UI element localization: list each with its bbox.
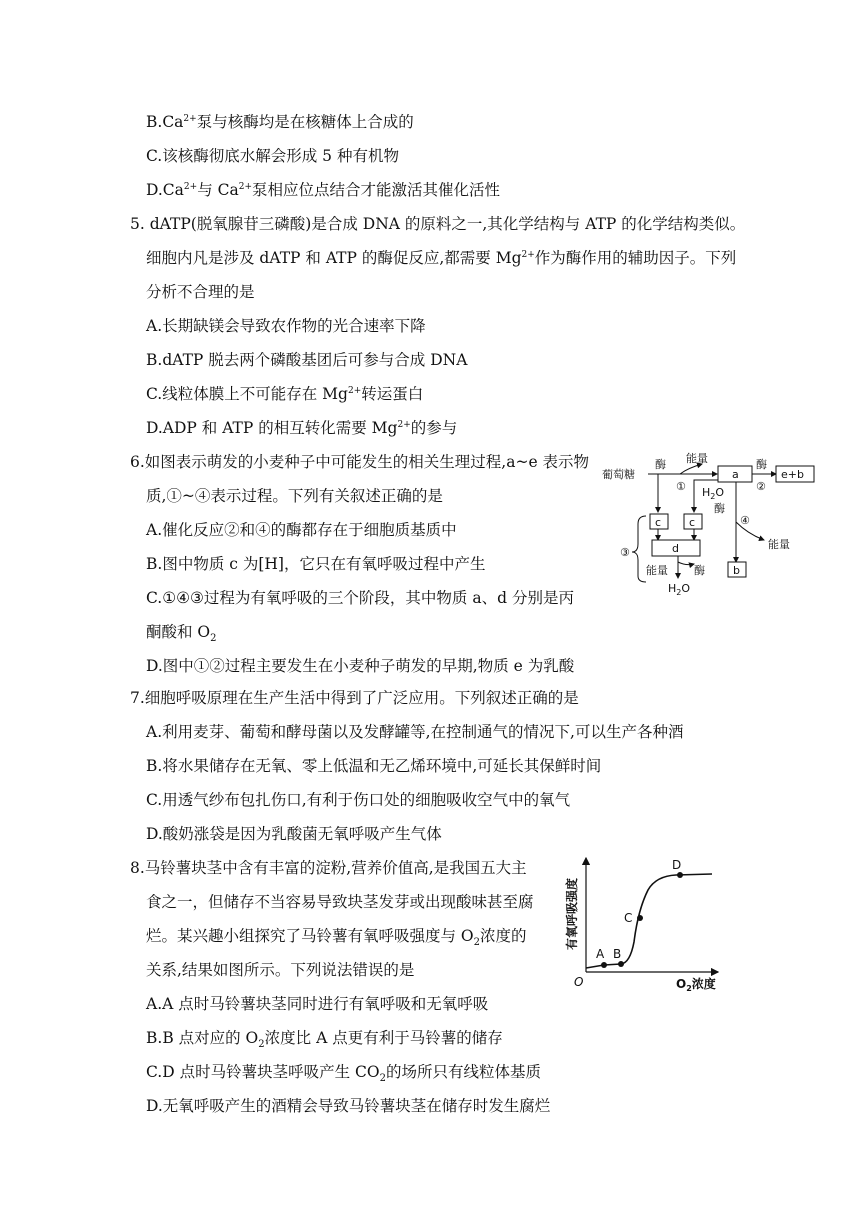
glucose-label: 葡萄糖 (602, 468, 635, 481)
process-3-label: ③ (620, 546, 630, 559)
q6-option-d: D.图中①②过程主要发生在小麦种子萌发的早期,物质 e 为乳酸 (146, 657, 575, 675)
q4-option-c: C.该核酶彻底水解会形成 5 种有机物 (146, 147, 399, 165)
q5-stem-line1: 5. dATP(脱氧腺苷三磷酸)是合成 DNA 的原料之一,其化学结构与 ATP 的化学结构类似。 (130, 215, 746, 233)
q5-stem-line2: 细胞内凡是涉及 dATP 和 ATP 的酶促反应,都需要 $Mg^{2+}$作为酶作用的辅助因子。下列 (146, 249, 737, 267)
q7-stem: 7.细胞呼吸原理在生产生活中得到了广泛应用。下列叙述正确的是 (130, 689, 579, 707)
a-label: a (732, 468, 739, 481)
point-c-label: C (624, 911, 633, 925)
c-left-label: c (655, 516, 662, 529)
h2o-input-label: $H_2O$ (702, 486, 725, 501)
q8-stem-line4: 关系,结果如图所示。下列说法错误的是 (146, 961, 415, 979)
q4-option-d: $D.Ca^{2+}$与 $Ca^{2+}$泵相应位点结合才能激活其催化活性 (146, 181, 501, 199)
q6-stem-line2: 质,①~④表示过程。下列有关叙述正确的是 (146, 487, 443, 505)
q7-option-a: A.利用麦芽、葡萄和酵母菌以及发酵罐等,在控制通气的情况下,可以生产各种酒 (146, 723, 684, 741)
eb-label: e+b (781, 468, 804, 481)
q7-option-d: D.酸奶涨袋是因为乳酸菌无氧呼吸产生气体 (146, 825, 442, 843)
d-label: d (672, 542, 679, 555)
q5-option-c: C.线粒体膜上不可能存在 $Mg^{2+}$转运蛋白 (146, 385, 424, 403)
x-axis-label: $O_2$浓度 (676, 977, 716, 993)
q6-stem-line1: 6.如图表示萌发的小麦种子中可能发生的相关生理过程,a~e 表示物 (130, 453, 590, 471)
q5-option-d: D.ADP 和 ATP 的相互转化需要 $Mg^{2+}$的参与 (146, 419, 458, 437)
point-b-marker (618, 961, 624, 967)
q5-option-b: B.dATP 脱去两个磷酸基团后可参与合成 DNA (146, 351, 468, 369)
q8-stem-line1: 8.马铃薯块茎中含有丰富的淀粉,营养价值高,是我国五大主 (130, 859, 527, 877)
y-axis-label: 有氧呼吸强度 (565, 877, 579, 950)
enzyme-label-1: 酶 (655, 458, 666, 471)
h2o-output-label: $H_2O$ (668, 582, 691, 597)
q8-stem-line3: 烂。某兴趣小组探究了马铃薯有氧呼吸强度与 $O_2$浓度的 (146, 927, 527, 949)
enzyme-label-2: 酶 (756, 458, 767, 471)
q8-stem-line2: 食之一，但储存不当容易导致块茎发芽或出现酸味甚至腐 (146, 893, 534, 911)
energy-label-1: 能量 (686, 452, 708, 465)
energy-label-4: 能量 (768, 538, 790, 551)
point-a-marker (601, 962, 607, 968)
q7-option-c: C.用透气纱布包扎伤口,有利于伤口处的细胞吸收空气中的氧气 (146, 791, 571, 809)
q6-option-a: A.催化反应②和④的酶都存在于细胞质基质中 (146, 521, 457, 539)
q8-option-b: B.B 点对应的 $O_2$浓度比 A 点更有利于马铃薯的储存 (146, 1029, 503, 1051)
respiration-curve (586, 874, 712, 968)
process-1-label: ① (676, 480, 686, 493)
process-4-label: ④ (740, 514, 750, 527)
q7-option-b: B.将水果储存在无氧、零上低温和无乙烯环境中,可延长其保鲜时间 (146, 757, 602, 775)
q8-option-d: D.无氧呼吸产生的酒精会导致马铃薯块茎在储存时发生腐烂 (146, 1097, 551, 1115)
point-a-label: A (596, 947, 605, 961)
q8-option-c: C.D 点时马铃薯块茎呼吸产生 $CO_2$的场所只有线粒体基质 (146, 1063, 541, 1085)
b-label: b (733, 564, 740, 577)
q6-option-c: C.①④③过程为有氧呼吸的三个阶段，其中物质 a、d 分别是丙 (146, 589, 574, 607)
point-d-marker (677, 872, 683, 878)
energy-label-3: 能量 (646, 564, 668, 577)
origin-label: O (574, 975, 584, 989)
q8-option-a: A.A 点时马铃薯块茎同时进行有氧呼吸和无氧呼吸 (146, 995, 489, 1013)
q5-stem-line3: 分析不合理的是 (146, 283, 255, 301)
respiration-o2-chart (556, 852, 726, 994)
point-c-marker (637, 915, 643, 921)
point-d-label: D (672, 858, 682, 872)
enzyme-label-4: 酶 (694, 564, 705, 577)
q4-option-b: $B.Ca^{2+}$泵与核酶均是在核糖体上合成的 (146, 113, 414, 131)
q5-option-a: A.长期缺镁会导致农作物的光合速率下降 (146, 317, 426, 335)
q6-option-c-cont: 酮酸和 $O_2$ (146, 623, 217, 645)
c-right-label: c (689, 516, 696, 529)
q6-option-b: B.图中物质 c 为[H]，它只在有氧呼吸过程中产生 (146, 555, 486, 573)
enzyme-label-3: 酶 (714, 502, 725, 515)
process-2-label: ② (756, 480, 766, 493)
respiration-diagram (598, 452, 820, 600)
point-b-label: B (613, 947, 622, 961)
